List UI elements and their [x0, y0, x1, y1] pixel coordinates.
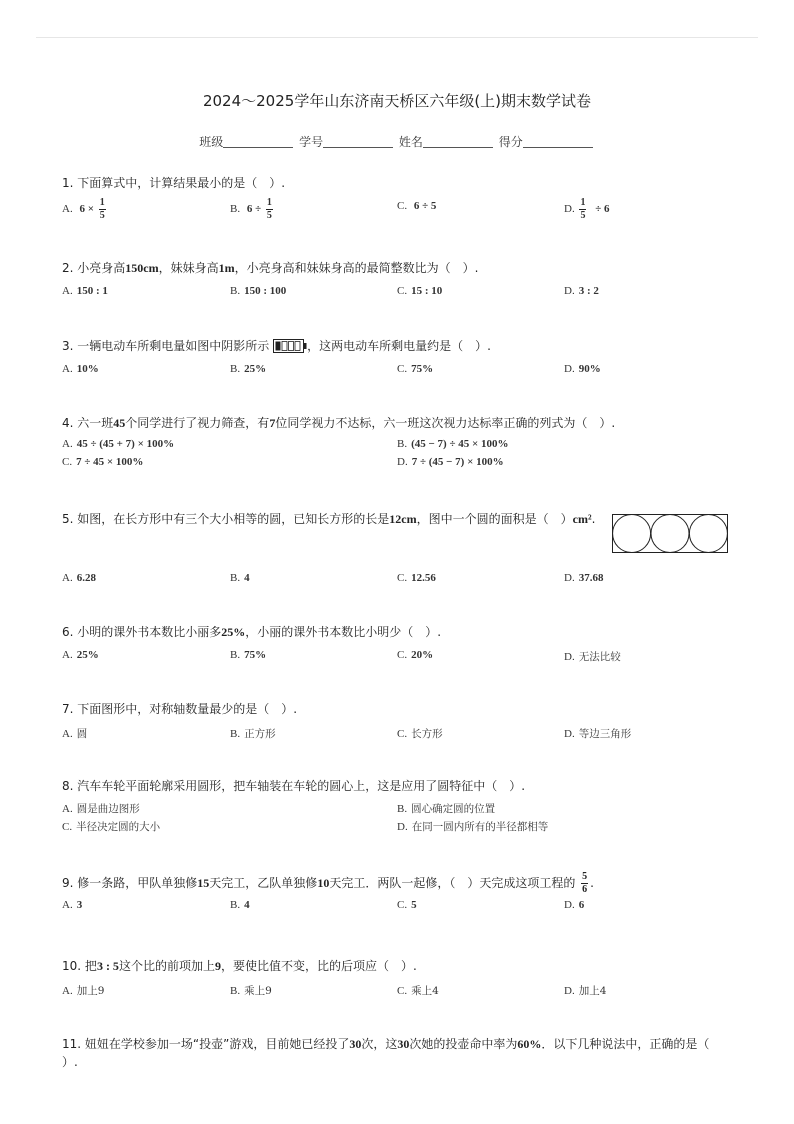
option-c[interactable]: C. 6 ÷ 5: [397, 200, 437, 212]
option-a[interactable]: A. 3: [62, 899, 83, 911]
option-a[interactable]: A. 150 : 1: [62, 285, 108, 297]
options: [62, 363, 732, 381]
option-b[interactable]: B. 150 : 100: [230, 285, 287, 297]
option-d[interactable]: D. 37.68: [564, 572, 604, 584]
question-stem: [62, 174, 732, 192]
question-7: [62, 700, 732, 744]
fraction: $\frac{5}{6}$: [582, 871, 588, 895]
option-b[interactable]: B. 6 ÷ $\frac{1}{5}$: [230, 197, 272, 221]
id-label: 学号: [299, 135, 324, 149]
battery-icon: [273, 339, 307, 353]
option-d[interactable]: D. 3 : 2: [564, 285, 599, 297]
question-stem: 4. 六一班45个同学进行了视力筛查，有7位同学视力不达标，六一班这次视力达标率正确的列式为（ ）.: [62, 416, 616, 430]
option-d[interactable]: D. $\frac{1}{5}$ ÷ 6: [564, 197, 610, 221]
question-1: [62, 174, 732, 224]
question-stem: 9. 修一条路，甲队单独修15天完工，乙队单独修10天完工．两队一起修，（ ）天完成这项工程的 $\frac{5}{6}$ .: [62, 871, 594, 895]
question-stem: 6. 小明的课外书本数比小丽多25%，小丽的课外书本数比小明少（ ）.: [62, 625, 442, 639]
question-4: [62, 414, 732, 474]
option-c[interactable]: C. 75%: [397, 363, 434, 375]
options: [62, 726, 732, 744]
option-d[interactable]: D. 加上4: [564, 985, 607, 997]
option-a[interactable]: A. 加上9: [62, 985, 105, 997]
option-c[interactable]: C. 长方形: [397, 728, 443, 740]
option-d[interactable]: D. 7 ÷ (45 − 7) × 100%: [397, 456, 504, 468]
question-stem: 3. 一辆电动车所剩电量如图中阴影所示 ，这两电动车所剩电量约是（ ）.: [62, 339, 491, 353]
question-8: [62, 777, 732, 837]
options: [62, 198, 732, 224]
question-stem: 8. 汽车车轮平面轮廓采用圆形，把车轴装在车轮的圆心上，这是应用了圆特征中（ ）.: [62, 779, 526, 793]
options: [62, 285, 732, 303]
option-c[interactable]: C. 半径决定圆的大小: [62, 821, 161, 833]
option-c[interactable]: C. 5: [397, 899, 417, 911]
option-b[interactable]: B. 25%: [230, 363, 267, 375]
three-circles-figure: [612, 514, 729, 554]
option-c[interactable]: C. 15 : 10: [397, 285, 443, 297]
option-d[interactable]: D. 在同一圆内所有的半径都相等: [397, 821, 549, 833]
option-b[interactable]: B. (45 − 7) ÷ 45 × 100%: [397, 438, 509, 450]
options: [62, 649, 732, 667]
option-a[interactable]: A. 25%: [62, 649, 99, 661]
question-number: 1.: [62, 176, 74, 190]
option-b[interactable]: B. 乘上9: [230, 985, 272, 997]
option-b[interactable]: B. 4: [230, 899, 250, 911]
option-c[interactable]: C. 乘上4: [397, 985, 439, 997]
question-stem-line-2: ）.: [62, 1055, 78, 1069]
options: [62, 572, 732, 590]
name-label: 姓名: [398, 135, 423, 149]
question-stem: 7. 下面图形中，对称轴数量最少的是（ ）.: [62, 702, 298, 716]
student-info-line: [0, 133, 794, 150]
question-10: [62, 957, 732, 1001]
option-d[interactable]: D. 等边三角形: [564, 728, 632, 740]
options-row-2: [62, 819, 732, 837]
question-stem: 5. 如图，在长方形中有三个大小相等的圆，已知长方形的长是12cm，图中一个圆的面积是（ ）cm².: [62, 512, 596, 526]
options: [62, 801, 732, 819]
option-a[interactable]: A. 10%: [62, 363, 99, 375]
option-a[interactable]: A. 45 ÷ (45 + 7) × 100%: [62, 438, 175, 450]
fraction: $\frac{1}{5}$: [99, 197, 105, 221]
class-label: 班级: [199, 135, 224, 149]
option-c[interactable]: C. 20%: [397, 649, 434, 661]
option-c[interactable]: C. 12.56: [397, 572, 436, 584]
option-a[interactable]: A. 圆是曲边图形: [62, 803, 140, 815]
options: [62, 438, 732, 456]
question-11: [62, 1035, 732, 1071]
fraction: $\frac{1}{5}$: [580, 197, 586, 221]
options-row-2: [62, 456, 732, 474]
options: [62, 899, 732, 917]
id-blank[interactable]: [323, 135, 393, 148]
option-b[interactable]: B. 4: [230, 572, 250, 584]
option-a[interactable]: A. 6.28: [62, 572, 96, 584]
option-d[interactable]: D. 无法比较: [564, 651, 621, 663]
option-d[interactable]: D. 6: [564, 899, 585, 911]
top-rule: [36, 37, 758, 38]
option-b[interactable]: B. 圆心确定圆的位置: [397, 803, 496, 815]
question-6: [62, 623, 732, 667]
question-text: 下面算式中，计算结果最小的是（ ）.: [77, 176, 286, 190]
name-blank[interactable]: [423, 135, 493, 148]
option-d[interactable]: D. 90%: [564, 363, 601, 375]
question-2: [62, 259, 732, 303]
question-9: [62, 872, 732, 917]
score-label: 得分: [498, 135, 523, 149]
score-blank[interactable]: [523, 135, 593, 148]
option-a[interactable]: A. 圆: [62, 728, 88, 740]
exam-title: 2024～2025学年山东济南天桥区六年级(上)期末数学试卷: [202, 92, 592, 110]
class-blank[interactable]: [223, 135, 293, 148]
option-c[interactable]: C. 7 ÷ 45 × 100%: [62, 456, 144, 468]
option-b[interactable]: B. 正方形: [230, 728, 276, 740]
question-3: [62, 337, 732, 381]
question-stem: 2. 小亮身高150cm，妹妹身高1m，小亮身高和妹妹身高的最简整数比为（ ）.: [62, 261, 479, 275]
option-b[interactable]: B. 75%: [230, 649, 267, 661]
options: [62, 983, 732, 1001]
question-stem: 10. 把3 : 5这个比的前项加上9，要使比值不变，比的后项应（ ）.: [62, 959, 417, 973]
fraction: $\frac{1}{5}$: [266, 197, 272, 221]
option-a[interactable]: A. 6 × $\frac{1}{5}$: [62, 197, 105, 221]
question-stem: 11. 妞妞在学校参加一场“投壶”游戏，目前她已经投了30次，这30次她的投壶命中率为60%．以下几种说法中，正确的是（: [62, 1037, 710, 1051]
